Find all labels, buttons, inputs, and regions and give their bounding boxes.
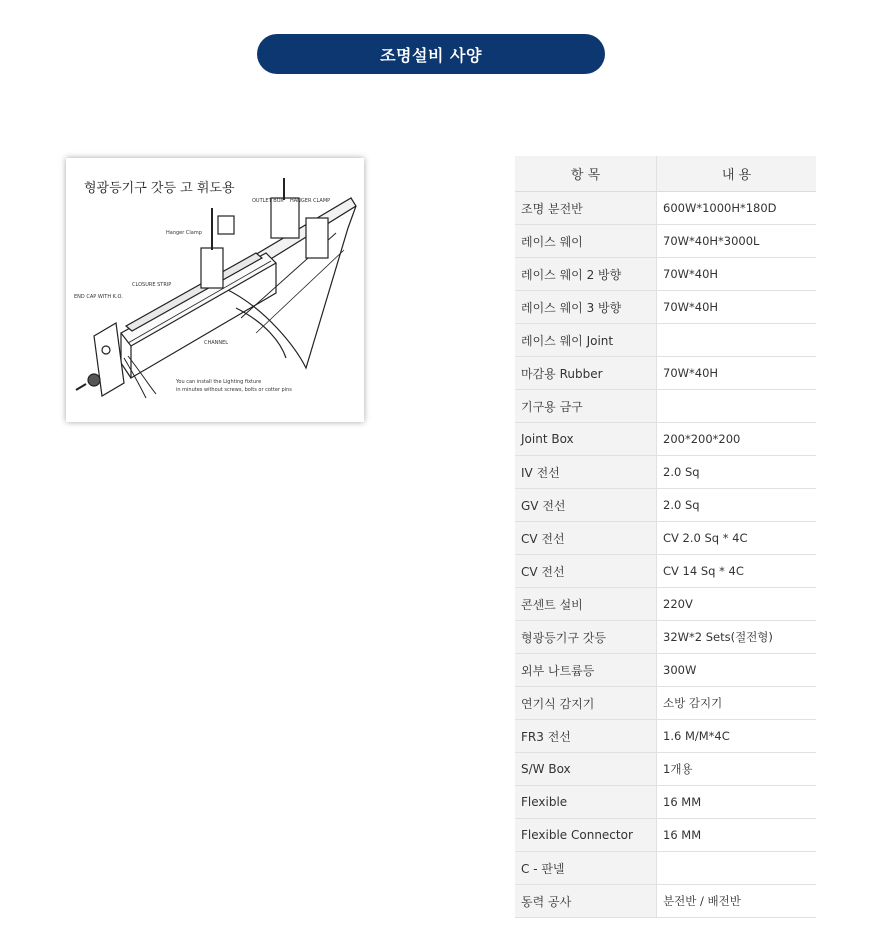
table-row bbox=[515, 522, 816, 555]
table-row bbox=[515, 456, 816, 489]
diagram-heading: 형광등기구 갓등 고 휘도용 bbox=[84, 181, 235, 196]
row-value bbox=[657, 390, 817, 423]
note-line-1: You can install the Lighting fixture bbox=[176, 379, 262, 385]
fixture-diagram-image bbox=[66, 158, 364, 422]
row-item: Joint Box bbox=[515, 423, 657, 456]
row-item: Flexible Connector bbox=[515, 819, 657, 852]
label-outlet-box: OUTLET BOX bbox=[252, 198, 284, 204]
row-value: 소방 감지기 bbox=[657, 687, 817, 720]
row-value: 200*200*200 bbox=[657, 423, 817, 456]
row-value: CV 2.0 Sq * 4C bbox=[657, 522, 817, 555]
row-value: 70W*40H*3000L bbox=[657, 225, 817, 258]
table-row bbox=[515, 687, 816, 720]
row-item: CV 전선 bbox=[515, 555, 657, 588]
table-row bbox=[515, 324, 816, 357]
spec-table-body bbox=[515, 192, 816, 918]
row-item: Flexible bbox=[515, 786, 657, 819]
row-value: 1개용 bbox=[657, 753, 817, 786]
table-row bbox=[515, 489, 816, 522]
table-row bbox=[515, 192, 816, 225]
row-item: C - 판넬 bbox=[515, 852, 657, 885]
row-item: 조명 분전반 bbox=[515, 192, 657, 225]
table-row bbox=[515, 588, 816, 621]
row-value: 70W*40H bbox=[657, 357, 817, 390]
table-row bbox=[515, 423, 816, 456]
row-value: 70W*40H bbox=[657, 291, 817, 324]
label-end-cap: END CAP WITH K.O. bbox=[74, 294, 123, 300]
table-row bbox=[515, 291, 816, 324]
table-header-row bbox=[515, 156, 816, 192]
row-value: 2.0 Sq bbox=[657, 489, 817, 522]
row-value bbox=[657, 852, 817, 885]
header-item: 항 목 bbox=[515, 156, 657, 192]
row-item: GV 전선 bbox=[515, 489, 657, 522]
row-value: 분전반 / 배전반 bbox=[657, 885, 817, 918]
table-row bbox=[515, 654, 816, 687]
row-value: CV 14 Sq * 4C bbox=[657, 555, 817, 588]
row-item: S/W Box bbox=[515, 753, 657, 786]
page-title: 조명설비 사양 bbox=[257, 34, 605, 74]
table-row bbox=[515, 852, 816, 885]
row-item: CV 전선 bbox=[515, 522, 657, 555]
row-value: 2.0 Sq bbox=[657, 456, 817, 489]
row-item: 레이스 웨이 2 방향 bbox=[515, 258, 657, 291]
table-row bbox=[515, 225, 816, 258]
table-row bbox=[515, 555, 816, 588]
row-item: 마감용 Rubber bbox=[515, 357, 657, 390]
table-row bbox=[515, 786, 816, 819]
row-value: 1.6 M/M*4C bbox=[657, 720, 817, 753]
row-item: FR3 전선 bbox=[515, 720, 657, 753]
label-closure-strip: CLOSURE STRIP bbox=[132, 282, 172, 288]
row-value bbox=[657, 324, 817, 357]
row-item: 외부 나트륨등 bbox=[515, 654, 657, 687]
row-value: 220V bbox=[657, 588, 817, 621]
row-value: 70W*40H bbox=[657, 258, 817, 291]
row-item: 레이스 웨이 3 방향 bbox=[515, 291, 657, 324]
row-value: 16 MM bbox=[657, 819, 817, 852]
table-row bbox=[515, 819, 816, 852]
row-item: IV 전선 bbox=[515, 456, 657, 489]
spec-table bbox=[515, 156, 816, 918]
row-item: 콘센트 설비 bbox=[515, 588, 657, 621]
label-hanger-clamp-upper: HANGER CLAMP bbox=[290, 198, 331, 204]
row-item: 연기식 감지기 bbox=[515, 687, 657, 720]
row-value: 600W*1000H*180D bbox=[657, 192, 817, 225]
row-item: 동력 공사 bbox=[515, 885, 657, 918]
label-channel: CHANNEL bbox=[204, 340, 229, 346]
table-row bbox=[515, 390, 816, 423]
table-row bbox=[515, 720, 816, 753]
row-value: 300W bbox=[657, 654, 817, 687]
row-item: 기구용 금구 bbox=[515, 390, 657, 423]
table-row bbox=[515, 885, 816, 918]
row-item: 형광등기구 갓등 bbox=[515, 621, 657, 654]
row-item: 레이스 웨이 bbox=[515, 225, 657, 258]
row-item: 레이스 웨이 Joint bbox=[515, 324, 657, 357]
row-value: 16 MM bbox=[657, 786, 817, 819]
table-row bbox=[515, 258, 816, 291]
note-line-2: in minutes without screws, bolts or cotter pins bbox=[176, 387, 292, 393]
row-value: 32W*2 Sets(절전형) bbox=[657, 621, 817, 654]
table-row bbox=[515, 621, 816, 654]
label-hanger-clamp: Hanger Clamp bbox=[166, 230, 202, 236]
table-row bbox=[515, 753, 816, 786]
table-row bbox=[515, 357, 816, 390]
header-content: 내 용 bbox=[657, 156, 817, 192]
